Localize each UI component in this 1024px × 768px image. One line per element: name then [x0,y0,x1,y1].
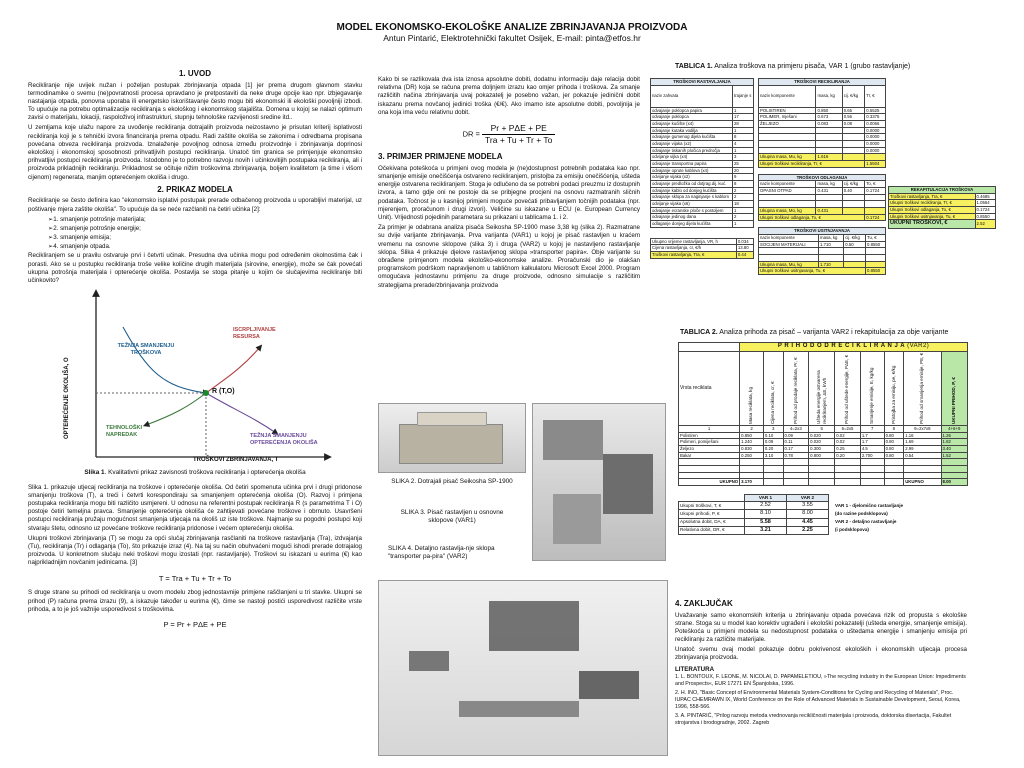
table-row [679,518,968,526]
table-row [679,502,968,510]
table-2: P R I H O D O D R E C I K L I R A N J A (VAR2) Vrsta reciklata Masa reciklata, kg Cijena reciklata, cr, € Prihod od prodaje reciklata, Pr, € Ušteda energije ostvarena recikliranjem, ΔE, kWh Prihod od uštede energije, PΔE, € Smanjenje emisije, E, kg/kg Pristojba za emisiju, pe, €/kg Prihod od smanjenja emisije, PE, € UKUPNI PRIHOD, P, € 1 2 3 4=2x3 5 6=2x5 7 8 9=2x7x8 4+6+9 Polistiren 0.850 0.10 0.09 0.020 0.02 1.7 0.80 1.16 1.26 Polimeri, pomiješani 1.240 0.09 0.11 0.020 0.02 1.7 0.80 1.69 1.82 Željezo 0.830 0.20 0.17 0.300 0.25 4.5 0.80 2.99 3.40 Bakar 0.250 3.10 0.78 0.800 0.20 2.700 0.80 0.54 1.52 UKUPNO 3.170 UKUPNO 8.00 VAR 1 VAR 2 Ukupni troškovi, T, € 2.52 3.55 VAR 1 - djelomično rastavljanje Ukupni prihodi, P, € 8.10 8.00 (do razine podsklopova) Apsolutna dobit, DA, € 5.58 4.45 VAR 2 - detaljno rastavljanje Relativna dobit, DR, € 3.21 2.25 (i podsklopova) [678,342,968,535]
list-item: ➢2. smanjenje potrošnje energije; [48,224,141,232]
table-cell: Bakar [679,452,740,459]
table-cell: 4.5 [860,445,884,452]
table-cell: odvajanje sklopa za naginjanje s kablom [651,194,733,201]
table-cell: 2.25 [787,526,829,534]
table-cell [816,147,842,154]
table-cell [740,351,764,425]
table-row [651,207,754,214]
table-cell: 1 [733,107,754,114]
table-cell: 0.020 [809,432,835,439]
table-cell: Ukupni troškovi, T, € [679,502,745,510]
table-cell: 0.020 [809,439,835,446]
table-cell: 8 [884,425,904,432]
table-cell: 0.673 [816,114,842,121]
table-cell: 9=2x7x8 [904,425,941,432]
table-cell: odvijanje vijaka (x2) [651,174,733,181]
table-cell: 3 [733,154,754,161]
table-cell: 8 [733,134,754,141]
list-item: ➢1. smanjenje potrošnje materijala; [48,215,146,223]
curve-label: TEHNOLOŠKI NAPREDAK [106,425,143,439]
table-cell: odvajanje kutaka vodilja [651,127,733,134]
table-cell [816,141,842,148]
table-cell: 0.56 [842,114,865,121]
table-row [651,174,754,181]
table-cell: 2.52 [745,502,787,510]
equation: P = Pr + PΔE + PE [163,620,227,629]
table-cell: Apsolutna dobit, DA, € [679,518,745,526]
column-header: Cijena reciklata, cr, € [770,381,776,425]
table-row [651,194,754,201]
table-cell: VAR 2 - detaljno rastavljanje [835,519,897,525]
table-cell: 1.16 [904,432,941,439]
table-1-right: TROŠKOVI RECIKLIRANJA naziv komponente masa, kg cij. €/kg Tr, € POLISTIREN 0.850 0.65 0.5525 POLIMER, mješani 0.673 0.56 0.3375 ŽELJEZO 0.083 0.08 0.0066 0.0000 0.0000 0.0000 0.0000 Ukupna masa, Mu, kg 1.616 Ukupni troškovi recikliranja, Tr, € 1.5504 TROŠKOVI ODLAGANJA naziv komponente masa, kg cij. €/kg To, € OPASNI OTPAD 0.431 0.40 0.1724 Ukupna masa, Mo, kg 0.431 Ukupni troškovi odlaganja, To, € 0.1724 TROŠKOVI USITNJAVANJA naziv komponente masa, kg cij. €/kg Tu, € SOCIJENI MATERIJALI 1.710 0.50 0.8550 Ukupna masa, Mu, kg 1.710 Ukupni troškovi usitnjavanja, Tu, € 0.8550 [758,78,886,275]
table-header: TROŠKOVI RASTAVLJANJA [651,79,754,86]
table-cell: 0.830 [740,445,764,452]
table-row [651,147,754,154]
table-cell: 18 [733,201,754,208]
column-header: Ušteda energije ostvarena recikliranjem, ΔE, kWh [815,370,827,425]
equation: T = Tra + Tu + Tr + To [158,573,232,583]
table-1-left [650,78,754,259]
table-row [679,445,968,452]
table-cell: 3.55 [787,502,829,510]
table-cell: 0.65 [842,107,865,114]
table-cell: 0.0000 [865,134,886,141]
paragraph: Očekivana poteškoća u primjeni ovog modela je (ne)dostupnost potrebnih podataka kao npr. smanjenje emisije onečišćenja ostvareno recikliranjem, pristojba za emisiju onečišćenja, ušteda energije ostvarena recikliranjem. Stoga je odlučeno da se potrebni podaci preuzmu iz dostupnih izvora, a tamo gdje oni ne postoje da se pribjegne procjeni na osnovu razmatranih sličnih podataka. Točnost je u kasnijoj primjeni moguće povećati pribavljanjem točnijih podataka (npr. mjerenjem, proračunom i drugi izvori). Veličine su iskazane u ECU (e. European Currency Unit). Vrijednosti pojedinih parametara su prikazani u tablicama 1. i 2. [378,164,640,222]
table-cell: 3.10 [763,452,783,459]
table-cell [842,147,865,154]
table-cell [842,134,865,141]
table-cell [759,141,816,148]
curve-label: ISCRPLJIVANJE RESURSA [233,327,276,341]
table-cell: 3 [763,425,783,432]
table-cell: 0.02 [835,439,861,446]
table-cell: VAR 1 - djelomično rastavljanje [835,502,904,508]
table-cell: 2 [733,214,754,221]
table-cell: 0.17 [783,445,809,452]
figure-4-caption: SLIKA 4. Detaljno rastavlja-nje sklopa "transporter pa-pira" (VAR2) [388,545,495,561]
table-cell: 1 [733,221,754,228]
table-cell: 8 [733,181,754,188]
table-cell: 0.11 [783,439,809,446]
table-cell: odvijanje vijaka (x6) [651,201,733,208]
table-cell: 0.850 [740,432,764,439]
paragraph: Za primjer je odabrana analiza pisača Seikosha SP-1900 mase 3,38 kg (slika 2). Razmatrane su dvije varijante zbrinjavanja. Prva varijanta (VAR1) u kojoj je pisač rastavljen u kraćem vremenu na osnovne sklopove (slika 3) i druga (VAR2) u kojoj je nastavljeno rastavljanje sklopa. Slika 4 prikazuje djelove rastavljenog sklopa »transporter papira«. Obje varijante su obrađene primjenom modela ekološko-ekonomske analize. Proračunski dio je olakšan programskom podrškom napravljenom u tabličnom kalkulatoru Microsoft Excel 2000. Program omogućava jednostavnu primjenu za druge proizvode, odnosno simulacije s različitim strategijama prerade/zbrinjavanja proizvoda [378,224,640,289]
table-cell: 0.300 [809,445,835,452]
table-cell: 1.69 [904,439,941,446]
y-axis-label: OPTEREĆENJE OKOLIŠA, O [64,357,70,440]
table-cell: odvajanje poklopca [651,114,733,121]
table-cell: (i podsklopova) [835,527,869,533]
table-row [651,167,754,174]
paragraph: Ukupni troškovi zbrinjavanja (T) se mogu za opći slučaj zbrinjavanja rasčlaniti na troškove rastavljanja (Tra), izdvajanja (Tu), recikliranja (Tr) i odlaganja (To), što prikazuje izraz (4). Na taj su način obuhvaćeni mogući ishodi prerade dotrajalog proizvoda. U konkretnom slučaju neki troškovi mogu izostati (npr. rastavljanje). Troškovi su iskazani u eurima (€) kao najprikladnijim novčanim jedinicama. [3] [28,534,362,567]
table-row [651,114,754,121]
table-cell: 3.40 [941,445,967,452]
table-1-recap: REKAPITULACIJA TROŠKOVA Troškovi rastavljanja, Tra, € 0.4685 Ukupni troškovi recikliranja, Tr, € 1.0564 Ukupni troškovi odlaganja, To, € 0.1724 Ukupni troškovi usitnjavanja, Tu, € 0.8550 UKUPNI TROŠKOVI, € 2.52 [888,186,996,229]
column-header: Prihod od prodaje reciklata, Pr, € [792,357,798,425]
table-cell: 5.58 [745,518,787,526]
table-cell: Ukupno vrijeme rastavljanja, VR, h [651,238,737,245]
table-cell: 4 [733,141,754,148]
table-cell: 0.44 [736,252,753,259]
poster-authors: Antun Pintarić, Elektrotehnički fakultet Osijek, E-mail: pinta@etfos.hr [383,33,641,43]
table-row [651,187,754,194]
table-2-title: TABLICA 2. Analiza prihoda za pisač – varijanta VAR2 i rekapitulacija za obje varijante [680,329,949,336]
figure-1-caption: Slika 1. Kvalitativni prikaz zavisnosti troškova recikliranja i opterećenja okoliša [84,469,306,477]
table-cell [783,351,809,425]
table-cell: 7 [860,425,884,432]
table-cell: POLISTIREN [759,107,816,114]
table-row [651,107,754,114]
table-cell: 0.0000 [865,141,886,148]
reference-item: 2. H. INO, "Basic Concept of Environmental Materials System-Conditions for Cycling and Recycling of Materials", Proc. IUPAC CHEMRAWN IX, World Conference on the Role of Advanced Materials in Sustainable Development, Seoul, Korea, 1996, 558-566. [675,689,961,710]
paragraph: Unatoč svemu ovaj model pokazuje dobru pokrivenost ekoloških i ekonomskih utjecaja procesa zbrinjavanja proizvoda. [675,646,967,662]
table-cell: 2 [733,194,754,201]
column-2 [378,76,640,292]
table-cell: 0.80 [884,439,904,446]
table-cell: 0.08 [842,121,865,128]
table-cell [835,351,861,425]
section-2-title: 2. PRIKAZ MODELA [157,184,233,194]
table-cell: odvijanje vijka (x4) [651,154,733,161]
column-1 [28,66,362,636]
arrow-curve [123,327,206,393]
table-cell [842,141,865,148]
table-row [651,181,754,188]
table-1-title: TABLICA 1. Analiza troškova na primjeru pisača, VAR 1 (grubo rastavljanje) [675,63,911,70]
table-row [759,114,886,121]
table-row [759,107,886,114]
figure-3-caption: SLIKA 3. Pisač rastavljen u osnovne sklopove (VAR1) [400,509,504,525]
table-cell: 8.00 [787,510,829,518]
table-cell: 0.80 [884,432,904,439]
table-row [651,127,754,134]
table-cell: odvajanje tiskanih pločica predročja [651,147,733,154]
table-cell: 0.09 [763,439,783,446]
printer-photo [378,403,526,473]
table-cell: 2 [733,187,754,194]
references [675,674,967,727]
table-row [679,439,968,446]
table-row [759,147,886,154]
table-cell: 0.0066 [865,121,886,128]
column-header: Prihod od uštede energije, PΔE, € [844,355,850,425]
table-cell [759,134,816,141]
table-cell: odlaganje donjeg dijela kućišta [651,221,733,228]
table-cell: 0.800 [809,452,835,459]
table-cell: odvajanje ecranske ploče s postoljem [651,207,733,214]
list-item: ➢4. smanjenje otpada. [48,243,111,251]
table-cell: 1.240 [740,439,764,446]
section-1-title: 1. UVOD [178,69,211,78]
table-cell: 4+6+9 [941,425,967,432]
table-row [759,134,886,141]
table-cell: Vrsta reciklata [679,351,740,425]
column-header: Smanjenje emisije, E, kg/kg [869,367,875,425]
paragraph: S druge strane su prihodi od recikliranja u ovom modelu zbog jednostavnije primjene raščlanjeni u tri stavke. Ukupni se prihod (P) računa prema izrazu (9), a iskazuje također u eurima (€), čime se nastoji postići usporedivost različite vrste prihoda, a to je još važnije usporedivost s troškovima. [28,589,362,613]
table-cell [904,351,941,425]
paragraph: Recikliranjem se u pravilu ostvaruje prvi i četvrti učinak. Presudna dva učinka mogu pod određenim okolnostima čak i porasti. Ako se u postupku recikliranja troše velike količine drugih materijala (sirovine, energije), može se čak povećati ukupna potrošnja materijala i opterećenje okoliša. Postavlja se stoga pitanje u kojim će slučajevima recikliranje biti učinkovito? [28,252,362,285]
table-cell: 2.99 [904,445,941,452]
table-cell: Polimeri, pomiješani [679,439,740,446]
table-cell: 1.7 [860,432,884,439]
table-cell [941,351,967,425]
table-header: TROŠKOVI RECIKLIRANJA [759,79,886,86]
table-cell: 0.083 [816,121,842,128]
table-cell: odvajanje poklopca papira [651,107,733,114]
table-cell: odvajanje gumenog dijela kućišta [651,134,733,141]
table-row [759,127,886,134]
reference-item: 1. L. BONTOUX, F. LEONE, M. NICOLAI, D. PAPAMELETIOU, »The recycling industry in the European Union: Impediments and Prospects«, EUR 17271 EN Španjolska, 1996. [675,673,966,687]
table-cell: 13.80 [736,245,753,252]
table-cell: 1.82 [941,439,967,446]
table-cell: 0.80 [884,452,904,459]
table-cell: 6=2x5 [835,425,861,432]
table-cell: 1 [733,147,754,154]
table-cell: 4=2x3 [783,425,809,432]
table-row [651,134,754,141]
table-cell: 1 [679,425,740,432]
table-cell: 1.26 [941,432,967,439]
poster-title: MODEL EKONOMSKO-EKOLOŠKE ANALIZE ZBRINJAVANJA PROIZVODA [336,22,688,33]
table-cell: Željezo [679,445,740,452]
table-header: trajanje s [733,85,754,107]
table-cell: 17 [733,114,754,121]
paragraph: Recikliranje nije uvijek nužan i poželjan postupak zbrinjavanja otpada [1] jer prema drugom glavnom stavku termodinamike o svemu (ne)povratnosti procesa opravdano je pretpostaviti da neke druge opcije kao npr. izbjegavanje nastajanja otpada, ponovna uporaba ili energetsko iskorištavanje često mogu biti ekonomski ili ekološki povoljniji izbodi. To upućuje na potrebu optimalizacije recikliranja s ekološkog i ekonomskog stajališta. Domena u kojoj se nalazi optimum zavisi o materijalu, lokaciji, raspoloživoj infrastrukturi, stupnju tehnološke razvijenosti sredine itd.. [28,81,362,122]
table-cell: 2 [740,425,764,432]
table-header: naziv zahvata [651,85,733,107]
table-cell: 3.21 [745,526,787,534]
section-3-title: 3. PRIMJER PRIMJENE MODELA [378,152,503,162]
table-cell: 25 [733,161,754,168]
table-row [759,141,886,148]
table-cell: Cijena rastavljanja, cr, €/h [651,245,737,252]
table-cell: 8.10 [745,510,787,518]
table-cell: 0.850 [816,107,842,114]
table-cell [842,127,865,134]
table-cell: 0.02 [835,432,861,439]
table-row [679,510,968,518]
table-cell: odvajanje jedinog dana [651,214,733,221]
table-cell [884,351,904,425]
table-row [651,161,754,168]
table-cell: odvajanje kućište (x4) [651,121,733,128]
paragraph: Kako bi se razlikovala dva ista iznosa apsolutne dobiti, dodatnu informaciju daje relacija dobit relativna (DR) koja se računa prema doljnjem izrazu kao omjer prihoda i troškova. Za smanje različitih načina zbrinjavanja uvaj pokazatelj je posebno važan, jer pokazuje jedinični dobit iskazanu prema novčanoj jedinici troška (€/€). Ako imamo iste apsolutne dobiti, povoljnija je ona koja ima veću relativnu dobit. [378,76,640,116]
table-cell: odvajanje transportna papira [651,161,733,168]
table-cell: 4.45 [787,518,829,526]
column-header: Masa reciklata, kg [748,387,754,425]
table-cell: 0.10 [763,432,783,439]
table-cell: 2.700 [860,452,884,459]
table-row [759,121,886,128]
table-cell: POLIMER, mješani [759,114,816,121]
table-cell: 1 [733,127,754,134]
equation-relative-profit: DR = $\frac{\text{Pr + PΔE + PE}}{\text{Tra + Tu + Tr + To}}$ [378,123,640,146]
section-4-title: 4. ZAKLJUČAK [675,599,733,608]
table-cell: 20 [733,167,754,174]
table-cell: 0.3375 [865,114,886,121]
table-cell: 0.80 [884,445,904,452]
table-cell: Relativna dobit, DR, € [679,526,745,534]
table-cell: 0.034 [736,238,753,245]
table-row [651,121,754,128]
table-row [679,526,968,534]
table-cell: odvajanje predložka od dotjrag.dij. kuć. [651,181,733,188]
paragraph: Uvažavanje samo ekonomskih kriterija u zbrinjavanju otpada povećava rizik od propusta s ekološke strane. Stoga su u model kao korektiv ugrađeni i ekološki pokazatelji (ušteda energije, smanjenje emisija). Poteškoća u primjeni modela su nedostupnost podataka o uštedama energije i smanjenju emisija pri recikliranju za različite materijale. [675,611,967,644]
table-cell: 0.54 [904,452,941,459]
paragraph: Recikliranje se često definira kao "ekonomsko isplativi postupak prerade odbačenog proizvoda u uporabljivi materijal, uz poštivanje mjera zaštite okoliša". To upućuje da se neće razčlaniti na četiri učinka [2]: [28,197,362,213]
column-header: UKUPNI PRIHOD, P, € [951,377,957,425]
table-cell: odvajanje kablo od donjeg kućišta [651,187,733,194]
reference-item: 3. A. PINTARIĆ, "Prilog razvoju metoda vrednovanja recikličnosti materijala i proizvoda, doktorska disertacija, Fakultet strojarstva i brodogradnje, 2002. Zagreb [675,712,952,726]
curve-label: TEŽNJA SMANJENJU TROŠKOVA [117,343,175,357]
column-header: Pristojba za emisiju, pe, €/kg [890,365,896,425]
figure-1 [28,287,362,465]
table-cell [759,127,816,134]
arrow-curve [206,393,276,433]
table-cell: 0.78 [783,452,809,459]
table-cell: 0.0000 [865,127,886,134]
figure-2-caption: SLIKA 2. Dotrajali pisač Seikosha SP-1900 [391,478,513,485]
table-cell: 1 [733,207,754,214]
table-row [651,214,754,221]
table-cell: 0.20 [835,452,861,459]
table-cell: 0.5525 [865,107,886,114]
table-cell [809,351,835,425]
table-cell: Troškovi rastavljanja, Tra, € [651,252,737,259]
table-cell [860,351,884,425]
table-row [679,432,968,439]
table-row [651,154,754,161]
table-cell: (do razine podsklopova) [835,510,888,516]
table-row [651,221,754,228]
table-row [651,201,754,208]
table-cell: ŽELJEZO [759,121,816,128]
table-cell: odvajanje vijaka (x2) [651,141,733,148]
table-cell [759,147,816,154]
references-title: LITERATURA [675,665,715,673]
column-3 [675,596,967,729]
table-cell [816,134,842,141]
table-cell: odvajanje oprute kablova (x4) [651,167,733,174]
table-cell: 9 [733,174,754,181]
reference-point [203,390,209,396]
table-cell: 1.52 [941,452,967,459]
arrow-curve [146,393,206,425]
curve-label: TEŽNJA SMANJENJU OPTEREĆENJA OKOLIŠA [250,433,318,447]
column-header: Prihod od smanjenja emisije, PE, € [919,353,925,425]
table-cell: 28 [733,121,754,128]
table-cell [763,351,783,425]
table-cell [816,127,842,134]
parts-photo [378,580,668,756]
table-cell: 0.0000 [865,147,886,154]
paragraph: U zemljama koje ulažu napore za uvođenje recikliranja dotrajalih proizvoda neizostavno je prisutan kriterij isplativosti recikliranja koji je s tehnički izvora financiranja prema otpadu. Radi zaštite okoliša se zakonima i odredbama propisana povećana obveza recikliranja proizvoda. Iznalaženje povoljnog odnosa između proizvodnje i zbrinjavanja doprinosi ekološkoj i ekonomskoj sposobnosti prihvatljivih postupci recikliranja. Unatoč tim granica se primjenjuje ekonomsko prihvatljivi postupci recikliranja proizvoda. Istodobno je to potrebno razvoju novih i učinkovitijih postupaka recikliranja, ali i proizvoda prikladnijih recikliranju. Prikladnost se očituje nižim troškovima zbrinjavanja, boljem kvalitetom (a time i višom cijenom) regenerata, manjim opterećenjem okoliša i drugo. [28,124,362,181]
list-item: ➢3. smanjenje emisija; [48,234,111,242]
table-cell: Polistiren [679,432,740,439]
x-axis-label: TROŠKOVI ZBRINJAVANJA, T [193,457,279,464]
table-cell: Ukupni prihodi, P, € [679,510,745,518]
paragraph: Slika 1. prikazuje utjecaj recikliranja na troškove i opterećenje okoliša. Od četiri spomenuta učinka prvi i drugi pridonose smanjenju troškova (T), a treći i četvrti korespondiraju sa smanjenjem opterećenja okoliša (O). Razvoj i primjena postupaka recikliranja mogu biti različito usmjereni. U odnosu na referentni postupak recikliranja R (s parametrima T i O) postoje četiri temeljna pravca. Smanjenje opterećenja okoliša će zahtijevati povećane troškove i obrnuto. Usavršeni postupci recikliranja pružaju mogućnost smanjenja utjecaja na okoliš uz iste troškove. Najmanje su pogodni postupci koji stvaraju štetu, odnosno uz povećane troškove recikliranja pridonose i većem opterećenju okoliša. [28,483,362,532]
point-label: R (T,O) [212,388,235,396]
table-row [651,141,754,148]
table-row [679,452,968,459]
table-cell: 1.7 [860,439,884,446]
table-cell: 0.20 [763,445,783,452]
table-cell: 0.25 [835,445,861,452]
table-cell: 0.250 [740,452,764,459]
bullet-list [28,216,362,252]
table-cell: 0.09 [783,432,809,439]
disassembled-printer-photo [532,403,666,561]
table-cell: 5 [809,425,835,432]
